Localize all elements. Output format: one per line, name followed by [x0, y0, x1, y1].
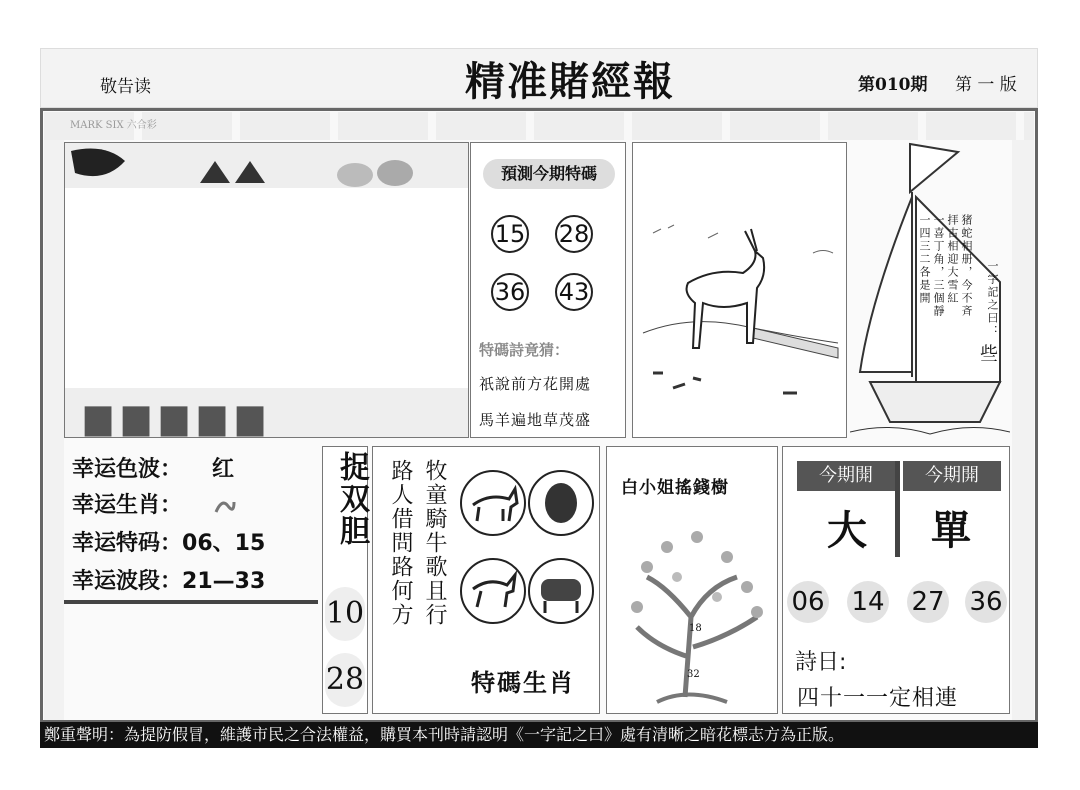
open-label: 今期開 [797, 461, 895, 491]
open-ball: 36 [965, 581, 1007, 623]
double-number: 28 [325, 653, 365, 707]
image-panel [64, 142, 469, 438]
watermark-strip-top [44, 112, 1034, 140]
lucky-band-label: 幸运波段： [72, 569, 183, 594]
sail-poem-line: 猪蛇相册，今不斉 [960, 214, 973, 318]
lucky-band-row [72, 564, 265, 595]
open-ball: 27 [907, 581, 949, 623]
edition-label: 第 一 版 [955, 75, 1017, 95]
issue-number: 第010期 [858, 75, 928, 95]
notice-label: 敬告读 [100, 77, 151, 97]
goat-panel [632, 142, 847, 438]
prediction-panel [470, 142, 626, 438]
sail-poem-line: 一喜丁角，三個靜 [932, 214, 945, 318]
zodiac-animals [459, 459, 595, 649]
lucky-color-row [72, 452, 234, 483]
snake-icon [212, 494, 238, 518]
open-ball: 14 [847, 581, 889, 623]
open-panel [782, 446, 1010, 714]
tree-title: 白小姐搖錢樹 [621, 478, 729, 498]
sail-poem-line: 一四三二各是開 [918, 214, 931, 305]
lucky-band-value: 21—33 [182, 569, 266, 594]
tree-number: 32 [687, 669, 700, 680]
prediction-number: 36 [491, 273, 529, 311]
double-title: 捉双胆 [334, 451, 369, 547]
lucky-color-label: 幸运色波： [72, 457, 183, 482]
open-ball: 06 [787, 581, 829, 623]
watermark-strip-right [1012, 140, 1034, 720]
double-panel [322, 446, 368, 714]
riddle-line: 祇說前方花開處 [479, 375, 592, 393]
poem-column: 路人借問路何方 [388, 459, 413, 627]
sail-poem-line: 拝古相迎大雪紅 [946, 214, 959, 305]
divider [895, 461, 900, 557]
prediction-number: 28 [555, 215, 593, 253]
lucky-code-value: 06、15 [182, 531, 266, 556]
lucky-color-value: 红 [212, 457, 235, 482]
open-value-parity: 單 [931, 507, 971, 554]
poem-answer: 些 [980, 344, 998, 365]
lucky-zodiac-label: 幸运生肖： [72, 493, 183, 518]
banner-artwork [65, 143, 468, 437]
poem-column: 牧童騎牛歌且行 [422, 459, 447, 627]
zodiac-caption: 特碼生肖 [471, 669, 575, 697]
prediction-number: 15 [491, 215, 529, 253]
zodiac-poem-panel [372, 446, 600, 714]
footer-disclaimer: 鄭重聲明：為提防假冒，維護市民之合法權益，購買本刊時請認明《一字記之曰》處有清晰之暗花標志方為正版。 [40, 722, 1038, 748]
svg-text:▆ ▆ ▆ ▆ ▆: ▆ ▆ ▆ ▆ ▆ [85, 397, 264, 437]
open-label: 今期開 [903, 461, 1001, 491]
open-poem-label: 詩日: [795, 650, 847, 675]
open-poem-text: 四十一一定相連 [797, 686, 959, 711]
prediction-heading: 預測今期特碼 [483, 159, 615, 189]
watermark-text: MARK SIX 六合彩 [70, 120, 157, 131]
riddle-line: 馬羊遍地草茂盛 [479, 411, 592, 429]
sailboat-panel [850, 142, 1010, 438]
open-value-size: 大 [827, 507, 867, 554]
lucky-code-row [72, 526, 265, 557]
tree-number: 18 [689, 623, 702, 634]
lucky-zodiac-row [72, 488, 238, 519]
goat-illustration [633, 143, 846, 437]
double-number: 10 [325, 587, 365, 641]
poem-title: 一字記之曰： [986, 260, 999, 338]
prediction-number: 43 [555, 273, 593, 311]
lucky-code-label: 幸运特码： [72, 531, 183, 556]
money-tree-panel [606, 446, 778, 714]
newspaper-title: 精准賭經報 [465, 58, 675, 105]
watermark-strip-left [44, 140, 64, 720]
lucky-panel [64, 442, 320, 622]
riddle-label: 特碼詩竟猜： [479, 341, 570, 359]
divider [64, 600, 318, 604]
